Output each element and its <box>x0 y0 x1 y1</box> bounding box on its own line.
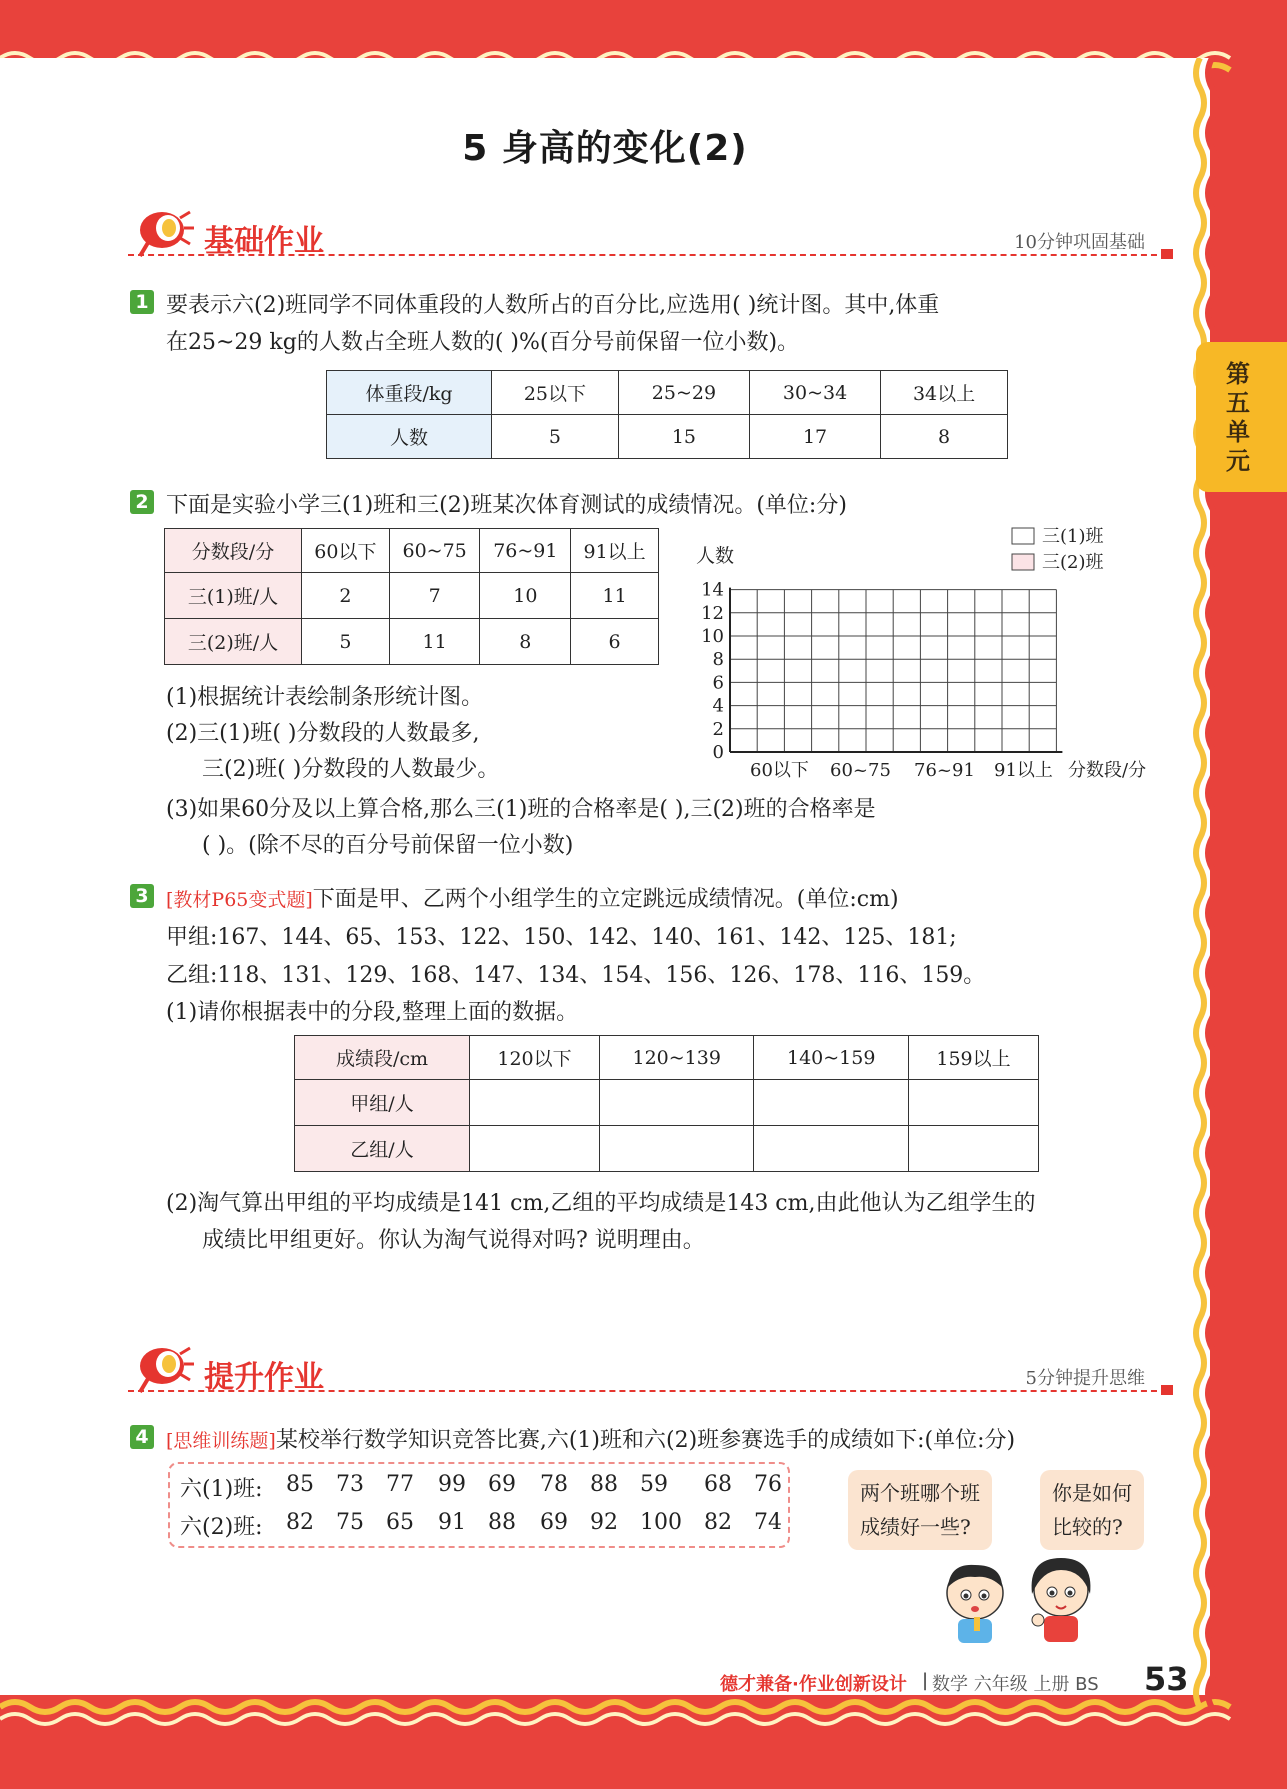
table-cell: 15 <box>618 415 749 459</box>
footer-separator: | <box>922 1670 929 1691</box>
section-title-advanced: 提升作业 <box>204 1360 324 1395</box>
score-value: 100 <box>640 1510 682 1535</box>
q3-sub2a: (2)淘气算出甲组的平均成绩是141 cm,乙组的平均成绩是143 cm,由此他认为乙组学生的 <box>166 1191 1036 1216</box>
score-value: 77 <box>386 1472 414 1497</box>
q3-jump-table <box>294 1035 1039 1172</box>
score-value: 68 <box>704 1472 732 1497</box>
y-tick-label: 4 <box>712 695 724 717</box>
table-header: 分数段/分 <box>165 529 302 573</box>
question-number-4: 4 <box>130 1425 154 1449</box>
score-value: 91 <box>438 1510 466 1535</box>
score-value: 74 <box>754 1510 782 1535</box>
q3-heading <box>166 882 899 913</box>
question-number-1: 1 <box>130 290 154 314</box>
table-header: 成绩段/cm <box>295 1036 470 1080</box>
boy-illustration <box>930 1555 1020 1645</box>
section-divider <box>128 1390 1167 1392</box>
score-value: 85 <box>286 1472 314 1497</box>
unit-tab[interactable] <box>1196 342 1287 492</box>
score-value: 76 <box>754 1472 782 1497</box>
y-tick-label: 12 <box>701 602 724 624</box>
q2-sub3b: ( )。(除不尽的百分号前保留一位小数) <box>202 833 574 858</box>
score-value: 69 <box>540 1510 568 1535</box>
q4-class1-label: 六(1)班: <box>180 1477 263 1502</box>
score-value: 99 <box>438 1472 466 1497</box>
section-title-basic: 基础作业 <box>204 224 324 259</box>
q1-weight-table <box>326 370 1008 459</box>
q2-sub2b: 三(2)班( )分数段的人数最少。 <box>202 757 500 782</box>
page-number: 53 <box>1144 1660 1189 1698</box>
answer-cell[interactable] <box>754 1080 909 1126</box>
table-cell: 8 <box>881 415 1008 459</box>
legend-label: 三(2)班 <box>1042 552 1104 573</box>
table-cell: 8 <box>480 619 571 665</box>
x-tick-label: 60~75 <box>830 760 891 780</box>
legend-swatch <box>1012 528 1034 544</box>
table-header: 体重段/kg <box>327 371 492 415</box>
answer-cell[interactable] <box>908 1126 1038 1172</box>
q2-sub1: (1)根据统计表绘制条形统计图。 <box>166 685 484 710</box>
y-tick-label: 6 <box>712 672 724 694</box>
table-cell: 5 <box>302 619 390 665</box>
table-header: 25以下 <box>492 371 619 415</box>
section-header-advanced <box>128 1342 1173 1402</box>
score-value: 59 <box>640 1472 668 1497</box>
table-cell: 10 <box>480 573 571 619</box>
q1-line2: 在25~29 kg的人数占全班人数的( )%(百分号前保留一位小数)。 <box>166 330 800 355</box>
table-cell: 17 <box>749 415 880 459</box>
table-row-label: 甲组/人 <box>295 1080 470 1126</box>
table-cell: 5 <box>492 415 619 459</box>
horn-icon <box>132 1344 196 1396</box>
score-value: 88 <box>488 1510 516 1535</box>
score-value: 82 <box>286 1510 314 1535</box>
table-cell: 7 <box>389 573 480 619</box>
section-divider-end <box>1161 249 1173 259</box>
y-tick-label: 2 <box>712 718 724 740</box>
x-tick-label: 76~91 <box>914 760 975 780</box>
score-value: 92 <box>590 1510 618 1535</box>
x-tick-label: 60以下 <box>750 760 809 780</box>
y-tick-label: 10 <box>701 626 724 647</box>
table-row-label: 乙组/人 <box>295 1126 470 1172</box>
bubble-line: 两个班哪个班 <box>860 1481 980 1505</box>
answer-cell[interactable] <box>754 1126 909 1172</box>
section-header-basic <box>128 206 1173 266</box>
bubble-line: 你是如何 <box>1052 1481 1132 1505</box>
section-subtitle-basic: 10分钟巩固基础 <box>1014 232 1145 253</box>
q2-intro: 下面是实验小学三(1)班和三(2)班某次体育测试的成绩情况。(单位:分) <box>166 493 847 518</box>
table-cell: 11 <box>389 619 480 665</box>
girl-illustration <box>1016 1550 1106 1645</box>
q1-line1: 要表示六(2)班同学不同体重段的人数所占的百分比,应选用( )统计图。其中,体重 <box>166 293 940 318</box>
table-cell: 6 <box>571 619 659 665</box>
q4-heading <box>166 1423 1015 1454</box>
bubble-line: 比较的? <box>1052 1515 1123 1539</box>
frame-bottom-border <box>0 1695 1287 1789</box>
section-divider-end <box>1161 1385 1173 1395</box>
x-tick-label: 91以上 <box>994 760 1053 780</box>
frame-right-border <box>1192 58 1222 1708</box>
answer-cell[interactable] <box>599 1080 754 1126</box>
answer-cell[interactable] <box>908 1080 1038 1126</box>
score-value: 73 <box>336 1472 364 1497</box>
unit-tab-label: 第五单元 <box>1226 360 1250 475</box>
q3-tag: [教材P65变式题] <box>166 889 313 911</box>
table-cell: 2 <box>302 573 390 619</box>
score-value: 69 <box>488 1472 516 1497</box>
table-row-label: 三(1)班/人 <box>165 573 302 619</box>
q2-score-table <box>164 528 659 665</box>
score-value: 82 <box>704 1510 732 1535</box>
table-cell: 11 <box>571 573 659 619</box>
table-header: 140~159 <box>754 1036 909 1080</box>
legend-swatch <box>1012 554 1034 570</box>
table-header: 120以下 <box>470 1036 600 1080</box>
q4-class2-label: 六(2)班: <box>180 1515 263 1540</box>
table-header: 25~29 <box>618 371 749 415</box>
answer-cell[interactable] <box>470 1080 600 1126</box>
table-header: 34以上 <box>881 371 1008 415</box>
question-number-3: 3 <box>130 884 154 908</box>
answer-cell[interactable] <box>470 1126 600 1172</box>
score-value: 78 <box>540 1472 568 1497</box>
y-tick-label: 14 <box>701 579 724 601</box>
q3-sub1: (1)请你根据表中的分段,整理上面的数据。 <box>166 1000 579 1025</box>
table-row-label: 人数 <box>327 415 492 459</box>
q3-sub2b: 成绩比甲组更好。你认为淘气说得对吗? 说明理由。 <box>202 1228 705 1253</box>
q3-group-a: 甲组:167、144、65、153、122、150、142、140、161、142、125、181; <box>166 925 957 950</box>
bubble-line: 成绩好一些? <box>860 1515 971 1539</box>
table-header: 91以上 <box>571 529 659 573</box>
score-value: 65 <box>386 1510 414 1535</box>
q4-tag: [思维训练题] <box>166 1430 276 1452</box>
footer-subject: 数学 六年级 上册 BS <box>932 1674 1099 1695</box>
speech-bubble-1 <box>848 1470 992 1550</box>
table-row-label: 三(2)班/人 <box>165 619 302 665</box>
table-header: 60以下 <box>302 529 390 573</box>
q2-sub3a: (3)如果60分及以上算合格,那么三(1)班的合格率是( ),三(2)班的合格率是 <box>166 797 876 822</box>
table-header: 76~91 <box>480 529 571 573</box>
horn-icon <box>132 208 196 260</box>
q2-sub2a: (2)三(1)班( )分数段的人数最多, <box>166 721 480 746</box>
section-divider <box>128 254 1167 256</box>
q4-intro: 某校举行数学知识竞答比赛,六(1)班和六(2)班参赛选手的成绩如下:(单位:分) <box>275 1428 1016 1453</box>
score-value: 88 <box>590 1472 618 1497</box>
x-axis-label: 分数段/分 <box>1068 760 1147 780</box>
speech-bubble-2 <box>1040 1470 1144 1550</box>
page-title: 5 身高的变化(2) <box>462 128 748 169</box>
q3-intro: 下面是甲、乙两个小组学生的立定跳远成绩情况。(单位:cm) <box>312 887 899 912</box>
answer-cell[interactable] <box>599 1126 754 1172</box>
table-header: 30~34 <box>749 371 880 415</box>
y-axis-label: 人数 <box>696 545 735 567</box>
table-header: 159以上 <box>908 1036 1038 1080</box>
q2-bar-chart[interactable] <box>680 520 1180 780</box>
table-header: 60~75 <box>389 529 480 573</box>
section-subtitle-advanced: 5分钟提升思维 <box>1025 1368 1145 1389</box>
legend-label: 三(1)班 <box>1042 526 1104 547</box>
table-header: 120~139 <box>599 1036 754 1080</box>
y-tick-label: 8 <box>712 649 724 671</box>
q3-group-b: 乙组:118、131、129、168、147、134、154、156、126、178、116、159。 <box>166 963 986 988</box>
score-value: 75 <box>336 1510 364 1535</box>
y-tick-label: 0 <box>712 742 724 763</box>
footer-series: 德才兼备·作业创新设计 <box>720 1674 907 1695</box>
question-number-2: 2 <box>130 490 154 514</box>
